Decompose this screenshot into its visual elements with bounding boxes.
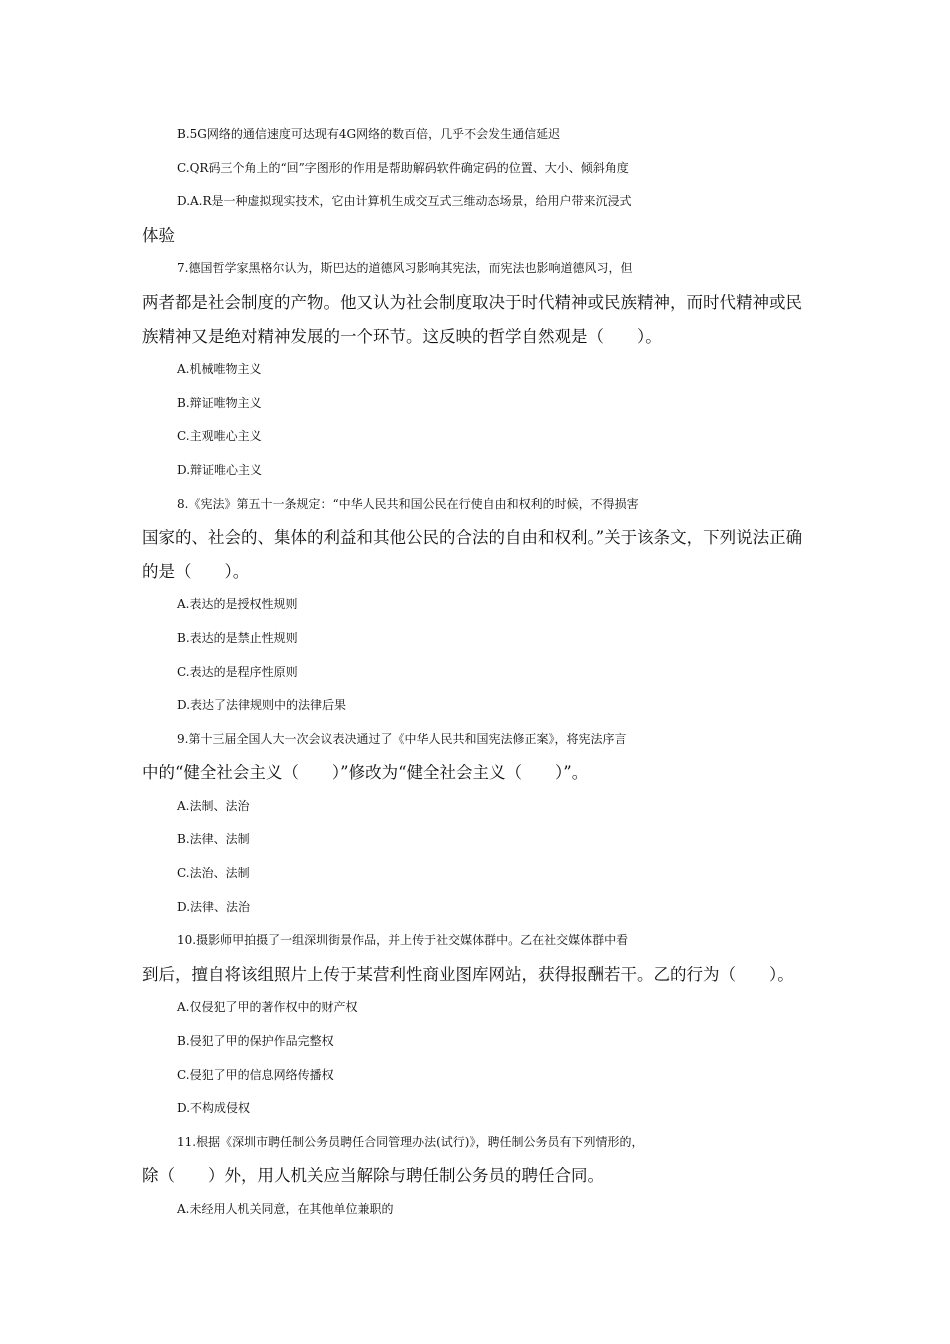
text-line: B.5G网络的通信速度可达现有4G网络的数百倍，几乎不会发生通信延迟 bbox=[177, 127, 561, 141]
text-line: D.表达了法律规则中的法律后果 bbox=[177, 698, 347, 713]
text-line: 7.德国哲学家黑格尔认为，斯巴达的道德风习影响其宪法，而宪法也影响道德风习，但 bbox=[177, 261, 633, 276]
text-line: 到后，擅自将该组照片上传于某营利性商业图库网站，获得报酬若干。乙的行为（ ）。 bbox=[142, 964, 794, 984]
text-line: B.表达的是禁止性规则 bbox=[177, 630, 298, 645]
text-line: D.法律、法治 bbox=[177, 899, 251, 914]
text-line: D.A.R是一种虚拟现实技术，它由计算机生成交互式三维动态场景，给用户带来沉浸式 bbox=[177, 194, 632, 209]
text-line: 中的“健全社会主义（ ）”修改为“健全社会主义（ ）”。 bbox=[142, 763, 589, 783]
text-line: A.表达的是授权性规则 bbox=[177, 597, 298, 612]
text-line: A.未经用人机关同意，在其他单位兼职的 bbox=[177, 1202, 394, 1216]
text-line: A.机械唯物主义 bbox=[177, 362, 262, 377]
text-line: 两者都是社会制度的产物。他又认为社会制度取决于时代精神或民族精神，而时代精神或民 bbox=[142, 292, 802, 312]
text-line: C.表达的是程序性原则 bbox=[177, 664, 298, 679]
text-line: B.辩证唯物主义 bbox=[177, 395, 262, 410]
text-line: C.法治、法制 bbox=[177, 866, 250, 881]
text-line: 国家的、社会的、集体的利益和其他公民的合法的自由和权利。”关于该条文，下列说法正确 bbox=[142, 528, 803, 548]
text-line: C.侵犯了甲的信息网络传播权 bbox=[177, 1067, 334, 1082]
text-line: 8.《宪法》第五十一条规定：“中华人民共和国公民在行使自由和权利的时候，不得损害 bbox=[177, 496, 639, 511]
text-line: C.主观唯心主义 bbox=[177, 429, 262, 444]
text-line: C.QR码三个角上的“回”字图形的作用是帮助解码软件确定码的位置、大小、倾斜角度 bbox=[177, 160, 629, 175]
text-line: 10.摄影师甲拍摄了一组深圳街景作品，并上传于社交媒体群中。乙在社交媒体群中看 bbox=[177, 933, 629, 948]
text-line: B.法律、法制 bbox=[177, 832, 250, 847]
text-line: 9.第十三届全国人大一次会议表决通过了《中华人民共和国宪法修正案》，将宪法序言 bbox=[177, 731, 627, 746]
document-body bbox=[142, 118, 810, 1227]
text-line: D.辩证唯心主义 bbox=[177, 462, 263, 477]
text-line: A.法制、法治 bbox=[177, 798, 250, 813]
text-line: D.不构成侵权 bbox=[177, 1101, 251, 1116]
text-line: 的是（ ）。 bbox=[142, 561, 250, 581]
text-line: 族精神又是绝对精神发展的一个环节。这反映的哲学自然观是（ ）。 bbox=[142, 326, 662, 346]
text-line: 体验 bbox=[142, 225, 175, 245]
text-line: 除（ ）外，用人机关应当解除与聘任制公务员的聘任合同。 bbox=[142, 1166, 604, 1186]
text-line: 11.根据《深圳市聘任制公务员聘任合同管理办法(试行)》，聘任制公务员有下列情形的， bbox=[177, 1134, 644, 1149]
text-line: B.侵犯了甲的保护作品完整权 bbox=[177, 1034, 334, 1049]
text-line: A.仅侵犯了甲的著作权中的财产权 bbox=[177, 1000, 358, 1015]
